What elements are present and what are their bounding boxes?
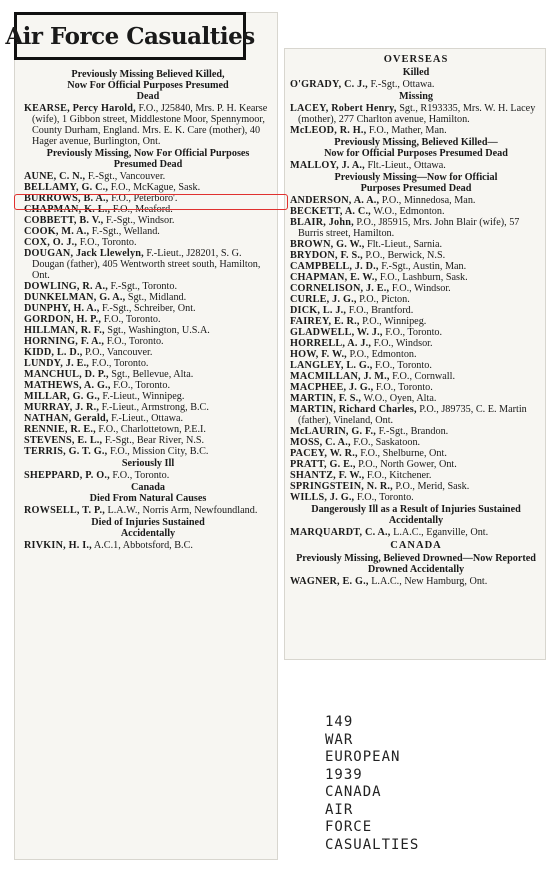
casualty-entry <box>290 393 542 404</box>
casualty-details: A.C.1, Abbotsford, B.C. <box>93 540 193 551</box>
casualty-details: L.A.C., New Hamburg, Ont. <box>371 576 488 587</box>
casualty-entry <box>290 305 542 316</box>
casualty-details: F.O., Lashburn, Sask. <box>379 272 468 283</box>
casualty-entry <box>290 492 542 503</box>
casualty-details: F.O., McKague, Sask. <box>110 182 201 193</box>
casualty-name: GORDON, H. P., <box>24 314 102 325</box>
casualty-details: F.-Sgt., Vancouver. <box>87 171 166 182</box>
casualty-details: F.-Sgt., Schreiber, Ont. <box>102 303 196 314</box>
casualty-details: P.O., J85915, Mrs. John Blair (wife), 57 Burris street, Hamilton. <box>298 217 520 239</box>
casualty-name: MILLAR, G. G., <box>24 391 100 402</box>
casualty-details: F.O., Windsor. <box>391 283 451 294</box>
casualty-entry <box>290 283 542 294</box>
casualty-details: F.O., Toronto. <box>91 358 149 369</box>
casualty-details: F.-Sgt., Bear River, N.S. <box>104 435 205 446</box>
casualty-name: ROWSELL, T. P., <box>24 505 105 516</box>
casualty-name: HORNING, F. A., <box>24 336 105 347</box>
right-column <box>290 52 542 587</box>
casualty-name: SHEPPARD, P. O., <box>24 470 110 481</box>
casualty-entry <box>290 250 542 261</box>
casualty-name: RENNIE, R. E., <box>24 424 96 435</box>
casualty-name: COOK, M. A., <box>24 226 90 237</box>
category-heading: Previously Missing, Believed Drowned—Now Reported Drowned Accidentally <box>296 553 536 575</box>
casualty-details: F.O., Toronto. <box>79 237 137 248</box>
casualty-details: F.-Sgt., Toronto. <box>110 281 177 292</box>
casualty-entry <box>290 404 542 426</box>
highlight-box <box>14 194 288 210</box>
stamp-line: CASUALTIES <box>325 836 420 853</box>
casualty-details: Sgt., Washington, U.S.A. <box>107 325 210 336</box>
casualty-name: MOSS, C. A., <box>290 437 351 448</box>
casualty-name: BLAIR, John, <box>290 217 354 228</box>
casualty-name: MARTIN, Richard Charles, <box>290 404 417 415</box>
casualty-entry <box>290 527 542 538</box>
casualty-entry <box>290 338 542 349</box>
casualty-details: P.O., Winnipeg. <box>362 316 427 327</box>
casualty-details: F.-Lieut., Winnipeg. <box>102 391 185 402</box>
casualty-name: LUNDY, J. E., <box>24 358 90 369</box>
casualty-entry <box>24 303 272 314</box>
stamp-line: AIR <box>325 801 354 818</box>
casualty-name: NATHAN, Gerald, <box>24 413 109 424</box>
casualty-entry <box>290 206 542 217</box>
casualty-entry <box>290 459 542 470</box>
casualty-name: O'GRADY, C. J., <box>290 79 368 90</box>
casualty-details: Flt.-Lieut., Sarnia. <box>367 239 443 250</box>
casualty-entry <box>24 325 272 336</box>
casualty-details: F.O., Toronto. <box>385 327 443 338</box>
casualty-name: MANCHUL, D. P., <box>24 369 109 380</box>
casualty-details: F.-Lieut., J28201, S. G. Dougan (father), 405 Wentworth street south, Hamilton, Ont. <box>32 248 261 281</box>
casualty-name: CORNELISON, J. E., <box>290 283 390 294</box>
section-heading: OVERSEAS <box>383 54 449 65</box>
casualty-entry <box>290 272 542 283</box>
casualty-entry <box>24 369 272 380</box>
casualty-entry <box>290 426 542 437</box>
casualty-entry <box>24 215 272 226</box>
casualty-entry <box>24 446 272 457</box>
category-heading: Previously Missing, Believed Killed— Now for Official Purposes Presumed Dead <box>324 137 508 159</box>
casualty-entry <box>24 281 272 292</box>
category-heading: Missing <box>399 91 433 102</box>
casualty-entry <box>290 294 542 305</box>
casualty-name: HOW, F. W., <box>290 349 347 360</box>
casualty-name: STEVENS, E. L., <box>24 435 103 446</box>
stamp-line: 1939 <box>325 766 363 783</box>
casualty-entry <box>290 316 542 327</box>
casualty-details: F.O., Toronto. <box>375 382 433 393</box>
casualty-entry <box>290 125 542 136</box>
casualty-entry <box>24 413 272 424</box>
casualty-details: F.O., Brantford. <box>348 305 414 316</box>
casualty-name: MALLOY, J. A., <box>290 160 365 171</box>
category-heading: Dangerously Ill as a Result of Injuries Sustained Accidentally <box>311 504 521 526</box>
category-heading: Canada Died From Natural Causes <box>89 482 207 504</box>
casualty-entry <box>290 217 542 239</box>
casualty-entry <box>24 540 272 551</box>
casualty-details: F.O., Toronto. <box>356 492 414 503</box>
casualty-name: BROWN, G. W., <box>290 239 365 250</box>
casualty-entry <box>290 239 542 250</box>
casualty-name: LACEY, Robert Henry, <box>290 103 397 114</box>
casualty-details: P.O., Minnedosa, Man. <box>381 195 476 206</box>
casualty-details: F.O., Toronto. <box>113 380 171 391</box>
casualty-details: F.-Sgt., Ottawa. <box>370 79 435 90</box>
casualty-name: DICK, L. J., <box>290 305 347 316</box>
casualty-name: MARTIN, F. S., <box>290 393 362 404</box>
casualty-name: FAIREY, E. R., <box>290 316 360 327</box>
casualty-entry <box>24 380 272 391</box>
headline-box <box>5 12 255 60</box>
archive-stamp <box>325 714 525 854</box>
casualty-details: F.O., Toronto. <box>375 360 432 371</box>
casualty-name: CHAPMAN, E. W., <box>290 272 378 283</box>
stamp-line: 149 <box>325 714 354 730</box>
casualty-name: HORRELL, A. J., <box>290 338 372 349</box>
casualty-name: BRYDON, F. S., <box>290 250 363 261</box>
stamp-line: EUROPEAN <box>325 749 401 765</box>
casualty-entry <box>24 358 272 369</box>
casualty-entry <box>24 470 272 481</box>
casualty-name: SPRINGSTEIN, N. R., <box>290 481 393 492</box>
casualty-entry <box>290 327 542 338</box>
casualty-name: BELLAMY, G. C., <box>24 182 109 193</box>
casualty-details: Flt.-Lieut., Ottawa. <box>367 160 446 171</box>
casualty-name: LANGLEY, L. G., <box>290 360 373 371</box>
casualty-name: PRATT, G. E., <box>290 459 356 470</box>
casualty-entry <box>290 382 542 393</box>
casualty-details: P.O., North Gower, Ont. <box>358 459 457 470</box>
casualty-entry <box>290 261 542 272</box>
casualty-details: P.O., Vancouver. <box>84 347 153 358</box>
casualty-entry <box>290 360 542 371</box>
casualty-details: F.O., Toronto. <box>103 314 161 325</box>
casualty-details: L.A.W., Norris Arm, Newfoundland. <box>107 505 258 516</box>
casualty-entry <box>290 103 542 125</box>
casualty-entry <box>24 424 272 435</box>
casualty-details: P.O., J89735, C. E. Martin (father), Vineland, Ont. <box>298 404 527 426</box>
casualty-name: RIVKIN, H. I., <box>24 540 92 551</box>
casualty-details: P.O., Picton. <box>359 294 410 305</box>
casualty-details: F.O., Windsor. <box>373 338 433 349</box>
casualty-name: HILLMAN, R. F., <box>24 325 105 336</box>
casualty-details: F.-Sgt., Austin, Man. <box>381 261 467 272</box>
casualty-name: MACMILLAN, J. M., <box>290 371 390 382</box>
casualty-name: DOWLING, R. A., <box>24 281 108 292</box>
category-heading: Killed <box>402 67 430 78</box>
casualty-name: KEARSE, Percy Harold, <box>24 103 136 114</box>
casualty-name: ANDERSON, A. A., <box>290 195 380 206</box>
casualty-entry <box>24 505 272 516</box>
casualty-entry <box>290 448 542 459</box>
casualty-name: COX, O. J., <box>24 237 78 248</box>
left-column <box>24 68 272 551</box>
casualty-name: MATHEWS, A. G., <box>24 380 111 391</box>
casualty-details: W.O., Oyen, Alta. <box>363 393 437 404</box>
casualty-details: F.O., Charlottetown, P.E.I. <box>98 424 206 435</box>
casualty-name: CURLE, J. G., <box>290 294 357 305</box>
category-heading: Previously Missing Believed Killed, Now For Official Purposes Presumed Dead <box>67 69 229 102</box>
casualty-details: F.O., Mission City, B.C. <box>109 446 209 457</box>
casualty-details: F.-Lieut., Ottawa. <box>111 413 184 424</box>
casualty-name: KIDD, L. D., <box>24 347 83 358</box>
casualty-name: McLEOD, R. H., <box>290 125 367 136</box>
casualty-details: F.O., Toronto. <box>112 470 170 481</box>
casualty-details: F.O., Shelburne, Ont. <box>360 448 447 459</box>
category-heading: Died of Injuries Sustained Accidentally <box>91 517 205 539</box>
stamp-line: FORCE <box>325 819 373 835</box>
casualty-name: WILLS, J. G., <box>290 492 355 503</box>
casualty-name: CAMPBELL, J. D., <box>290 261 379 272</box>
casualty-entry <box>290 195 542 206</box>
casualty-name: AUNE, C. N., <box>24 171 86 182</box>
section-heading: CANADA <box>390 540 442 551</box>
casualty-entry <box>24 336 272 347</box>
casualty-name: DUNPHY, H. A., <box>24 303 100 314</box>
casualty-entry <box>290 437 542 448</box>
casualty-details: F.O., Peterboro'. <box>111 193 178 204</box>
casualty-details: P.O., Edmonton. <box>349 349 417 360</box>
casualty-details: F.O., Saskatoon. <box>353 437 421 448</box>
casualty-name: BECKETT, A. C., <box>290 206 371 217</box>
casualty-details: F.O., Kitchener. <box>366 470 432 481</box>
casualty-details: F.-Lieut., Armstrong, B.C. <box>101 402 209 413</box>
casualty-entry <box>24 182 272 193</box>
casualty-details: Sgt., R193335, Mrs. W. H. Lacey (mother), 277 Charlton avenue, Hamilton. <box>298 103 536 125</box>
casualty-name: WAGNER, E. G., <box>290 576 369 587</box>
casualty-name: SHANTZ, F. W., <box>290 470 365 481</box>
category-heading: Seriously Ill <box>121 458 175 469</box>
casualty-entry <box>24 347 272 358</box>
casualty-entry <box>24 171 272 182</box>
casualty-name: MARQUARDT, C. A., <box>290 527 391 538</box>
casualty-entry <box>24 435 272 446</box>
casualty-entry <box>290 79 542 90</box>
casualty-details: F.-Sgt., Windsor. <box>105 215 175 226</box>
casualty-name: McLAURIN, G. F., <box>290 426 377 437</box>
casualty-entry <box>24 314 272 325</box>
casualty-details: F.O., Toronto. <box>106 336 164 347</box>
casualty-details: Sgt., Midland. <box>127 292 187 303</box>
casualty-details: Sgt., Bellevue, Alta. <box>111 369 194 380</box>
casualty-entry <box>24 391 272 402</box>
casualty-name: DUNKELMAN, G. A., <box>24 292 126 303</box>
casualty-name: TERRIS, G. T. G., <box>24 446 108 457</box>
stamp-line: CANADA <box>325 784 382 800</box>
casualty-details: P.O., Berwick, N.S. <box>365 250 446 261</box>
casualty-name: DOUGAN, Jack Llewelyn, <box>24 248 144 259</box>
casualty-details: F.-Sgt., Welland. <box>91 226 160 237</box>
casualty-entry <box>290 349 542 360</box>
category-heading: Previously Missing, Now For Official Purposes Presumed Dead <box>46 148 250 170</box>
casualty-details: F.O., Mather, Man. <box>368 125 447 136</box>
casualty-entry <box>290 576 542 587</box>
casualty-entry <box>24 226 272 237</box>
casualty-details: P.O., Merid, Sask. <box>395 481 470 492</box>
casualty-name: COBBETT, B. V., <box>24 215 104 226</box>
casualty-name: PACEY, W. R., <box>290 448 358 459</box>
casualty-details: F.O., Cornwall. <box>392 371 456 382</box>
casualty-details: F.-Sgt., Brandon. <box>378 426 449 437</box>
casualty-entry <box>24 248 272 281</box>
casualty-entry <box>290 470 542 481</box>
category-heading: Previously Missing—Now for Official Purposes Presumed Dead <box>334 172 498 194</box>
casualty-entry <box>24 292 272 303</box>
casualty-details: W.O., Edmonton. <box>373 206 445 217</box>
casualty-name: CHAPMAN, K. L., <box>24 204 111 215</box>
casualty-details: F.O., Meaford. <box>112 204 173 215</box>
casualty-entry <box>290 160 542 171</box>
casualty-name: GLADWELL, W. J., <box>290 327 383 338</box>
casualty-details: L.A.C., Eganville, Ont. <box>393 527 489 538</box>
casualty-entry <box>24 103 272 147</box>
stamp-line: WAR <box>325 731 354 748</box>
casualty-entry <box>290 481 542 492</box>
casualty-name: MURRAY, J. R., <box>24 402 100 413</box>
casualty-entry <box>24 402 272 413</box>
headline: Air Force Casualties <box>5 22 255 50</box>
casualty-name: MACPHEE, J. G., <box>290 382 374 393</box>
casualty-details: F.O., J25840, Mrs. P. H. Kearse (wife), 1 Gibbon street, Middlestone Moor, Spennymoor, County Durham, England. Mrs. E. K. Care (mother), 40 Hager avenue, Burlington, Ont. <box>32 103 268 147</box>
casualty-entry <box>24 237 272 248</box>
casualty-entry <box>290 371 542 382</box>
casualty-name: BURROWS, B. A., <box>24 193 109 204</box>
